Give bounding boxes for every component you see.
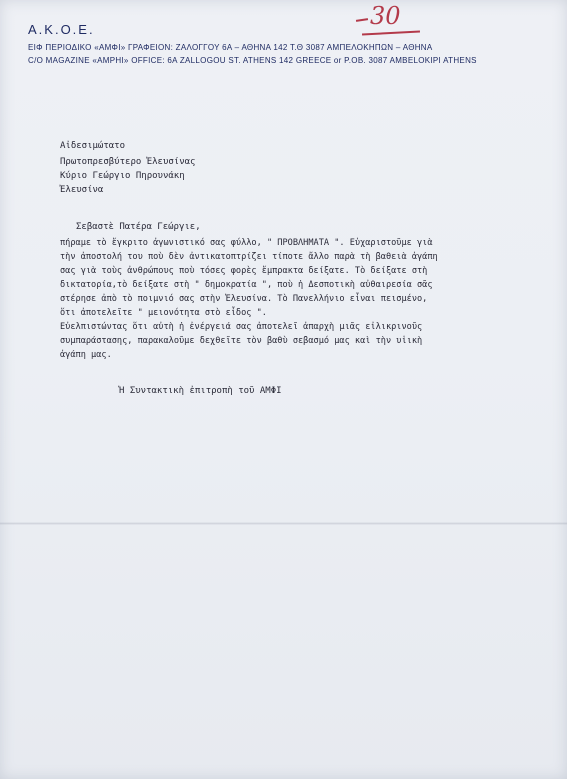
handwritten-page-number: 30 xyxy=(370,2,401,30)
recipient-title: Αἰδεσιμώτατο xyxy=(60,141,126,151)
paper-fold-line xyxy=(0,522,567,525)
letterhead-greek-address: ΕΙΦ ΠΕΡΙΟΔΙΚΟ «ΑΜΦΙ» ΓΡΑΦΕΙΟΝ: ΖΑΛΟΓΓΟΥ 6Α – ΑΘΗΝΑ 142 Τ.Θ 3087 ΑΜΠΕΛΟΚΗΠΩΝ – ΑΘΗΝΑ xyxy=(28,43,433,52)
body-line: ὅτι ἀποτελεῖτε " μειονότητα στὸ εἶδος ". xyxy=(60,308,267,318)
body-line: τὴν ἀποστολή του ποὺ δὲν ἀντικατοπτρίζει τίποτε ἄλλο παρὰ τὴ βαθειὰ ἀγάπη xyxy=(60,252,438,262)
page-number-dash xyxy=(356,18,368,22)
letterhead-title: Α.Κ.Ο.Ε. xyxy=(28,22,95,37)
body-line: σας γιὰ τοὺς ἀνθρώπους ποὺ τόσες φορὲς ἔμπρακτα δείξατε. Τὸ δείξατε στὴ xyxy=(60,266,428,276)
body-line: στέρησε ἀπὸ τὸ ποιμνιό σας στὴν Ἐλευσίνα. Τὸ Πανελλήνιο εἶναι πεισμένο, xyxy=(60,294,428,304)
body-line: ἀγάπη μας. xyxy=(60,350,112,360)
body-line: πήραμε τὸ ἔγκριτο ἀγωνιστικό σας φύλλο, " ΠΡΟΒΛΗΜΑΤΑ ". Εὐχαριστοῦμε γιὰ xyxy=(60,238,433,248)
recipient-name: Κύριο Γεώργιο Πηρουνάκη xyxy=(60,171,185,181)
recipient-city: Ἐλευσίνα xyxy=(60,185,104,195)
recipient-rank: Πρωτοπρεσβύτερο Ἐλευσίνας xyxy=(60,157,196,167)
body-line: δικτατορία,τὸ δείξατε στὴ " δημοκρατία ", ποὺ ἡ Δεσποτικὴ αὐθαιρεσία σᾶς xyxy=(60,280,433,290)
letterhead-english-address: C/O MAGAZINE «AMPHI» OFFICE: 6A ZALLOGOU ST. ATHENS 142 GREECE or P.OB. 3087 AMBELOKIPI ATHENS xyxy=(28,56,477,65)
salutation: Σεβαστὲ Πατέρα Γεώργιε, xyxy=(76,222,201,232)
body-line: Εὐελπιστώντας ὅτι αὐτὴ ἡ ἐνέργειά σας ἀποτελεῖ ἀπαρχὴ μιᾶς εἰλικρινοῦς xyxy=(60,322,423,332)
signature-line: Ἡ Συντακτικὴ ἐπιτροπὴ τοῦ ΑΜΦΙ xyxy=(119,386,282,396)
body-line: συμπαράστασης, παρακαλοῦμε δεχθεῖτε τὸν βαθὺ σεβασμό μας καὶ τὴν υἱικὴ xyxy=(60,336,423,346)
page-number-underline xyxy=(362,30,420,35)
